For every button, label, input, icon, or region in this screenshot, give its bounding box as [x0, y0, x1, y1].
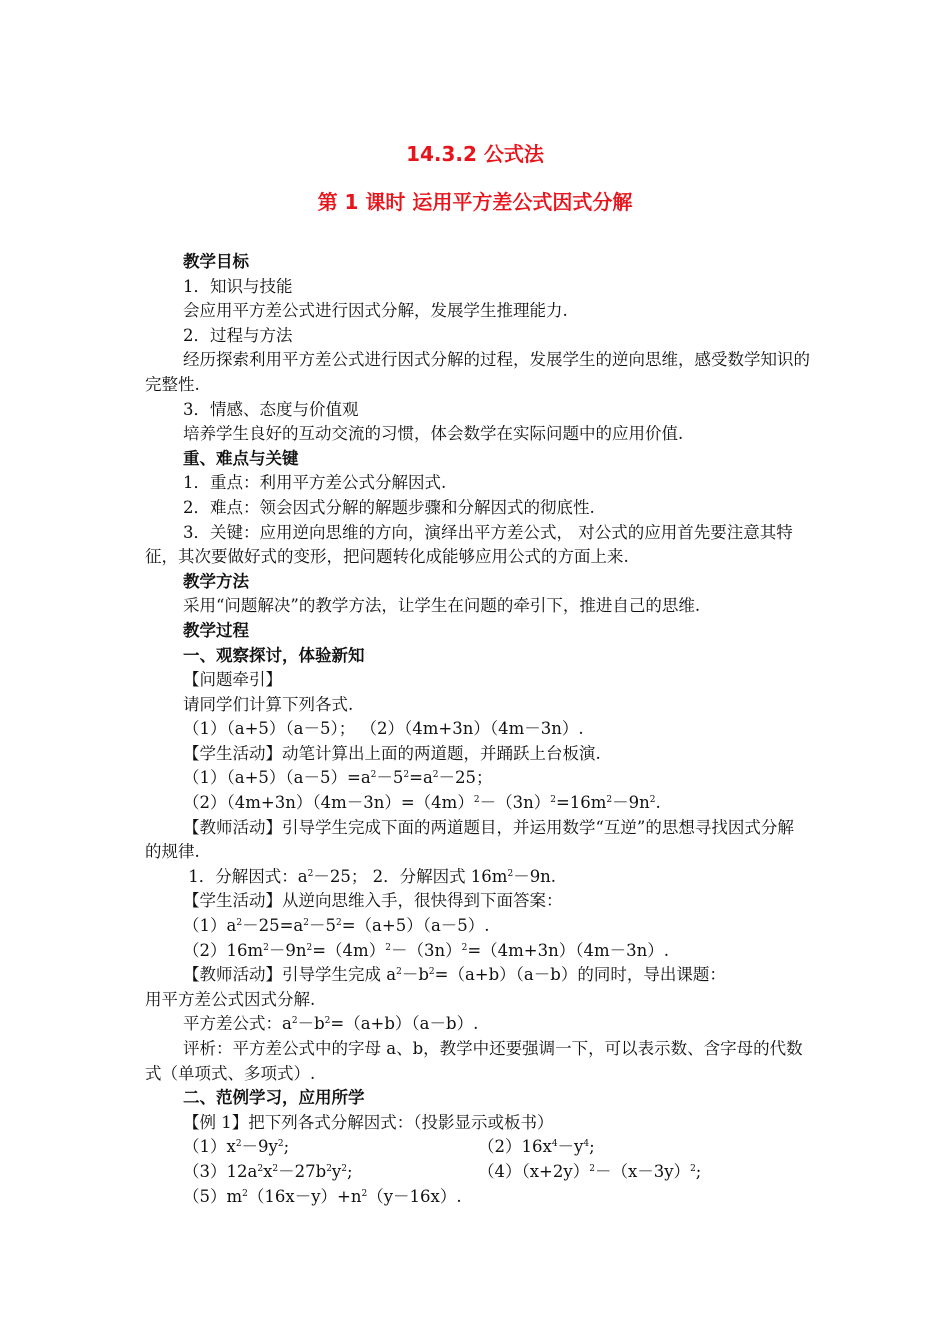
example1-text: 【例 1】把下列各式分解因式：（投影显示或板书） [183, 1112, 554, 1132]
problem-text: 请同学们计算下列各式. [183, 694, 354, 714]
factor-tasks: 1．分解因式：$a^2-25$； 2．分解因式 $16m^2-9n$. [183, 866, 557, 886]
lesson-subtitle: 第 1 课时 运用平方差公式因式分解 [317, 190, 633, 214]
example-item-2: $(2)16x^4-y^4$; [478, 1137, 595, 1157]
goal3-text: 培养学生良好的互动交流的习惯，体会数学在实际问题中的应用价值. [183, 424, 684, 444]
answer-line-2: $(2)16m^2-9n^2=(4m)^2-(3n)^2=(4m+3n)(4m-3n)$. [183, 940, 669, 960]
goals-heading: 教学目标 [183, 252, 249, 271]
example-row-1: $(1)x^2-9y^2$; $(2)16x^4-y^4$; [145, 1135, 810, 1160]
key-point-3: 3．关键：应用逆向思维的方向，演绎出平方差公式， 对公式的应用首先要注意其特征，其次要做好式的变形，把问题转化成能够应用公式的方面上来. [145, 522, 793, 567]
goal2-text: 经历探索利用平方差公式进行因式分解的过程，发展学生的逆向思维，感受数学知识的完整性. [145, 350, 810, 394]
example-row-2: $(3)12a^2x^2-27b^2y^2$; $(4)(x+2y)^2-(x-3y)^2$; [145, 1160, 810, 1185]
key-point-1: 1．重点：利用平方差公式分解因式. [183, 473, 447, 493]
part2-heading: 二、范例学习，应用所学 [183, 1088, 365, 1108]
teacher-activity-2: 【教师活动】引导学生完成 $a^2-b^2=(a+b)(a-b)$的同时，导出课题： [183, 965, 726, 985]
formula-line: 平方差公式：$a^2-b^2=(a+b)(a-b)$. [183, 1014, 479, 1034]
example-row-3: $(5)m^2(16x-y)+n^2(y-16x)$. [183, 1186, 462, 1206]
method-text: 采用“问题解决”的教学方法，让学生在问题的牵引下，推进自己的思维. [183, 596, 701, 616]
process-heading: 教学过程 [183, 620, 249, 640]
goal3-heading: 3．情感、态度与价值观 [183, 399, 359, 419]
example-item-4: $(4)(x+2y)^2-(x-3y)^2$; [478, 1161, 702, 1181]
calc-line-1: $(1)(a+5)(a-5)=a^2-5^2=a^2-25$； [183, 768, 493, 788]
student-activity-2: 【学生活动】从逆向思维入手，很快得到下面答案： [183, 891, 563, 911]
document-title: 14.3.2 公式法 [406, 142, 544, 166]
problem-items: （1）（a+5）（a－5）； （2）（4m+3n）（4m－3n）. [183, 719, 584, 739]
analysis-text: 评析：平方差公式中的字母 a、b，教学中还要强调一下，可以表示数、含字母的代数式（单项式、多项式）. [145, 1039, 803, 1083]
problem-tag: 【问题牵引】 [183, 670, 282, 690]
goal1-text: 会应用平方差公式进行因式分解，发展学生推理能力. [183, 301, 568, 321]
goal1-heading: 1．知识与技能 [183, 276, 293, 296]
student-activity-1: 【学生活动】动笔计算出上面的两道题，并踊跃上台板演. [183, 743, 601, 763]
summary-text: 用平方差公式因式分解. [145, 989, 316, 1009]
document-body [145, 250, 810, 1209]
calc-line-2: $(2)(4m+3n)(4m-3n)=(4m)^2-(3n)^2=16m^2-9n^2$. [183, 793, 661, 813]
answer-line-1: $(1)a^2-25=a^2-5^2=(a+5)(a-5)$. [183, 916, 490, 936]
key-points-heading: 重、难点与关键 [183, 448, 299, 468]
method-heading: 教学方法 [183, 571, 249, 591]
part1-heading: 一、观察探讨，体验新知 [183, 645, 365, 665]
key-point-2: 2．难点：领会因式分解的解题步骤和分解因式的彻底性. [183, 497, 595, 517]
goal2-heading: 2．过程与方法 [183, 325, 293, 345]
teacher-activity-1: 【教师活动】引导学生完成下面的两道题目，并运用数学“互逆”的思想寻找因式分解的规律. [145, 817, 794, 862]
